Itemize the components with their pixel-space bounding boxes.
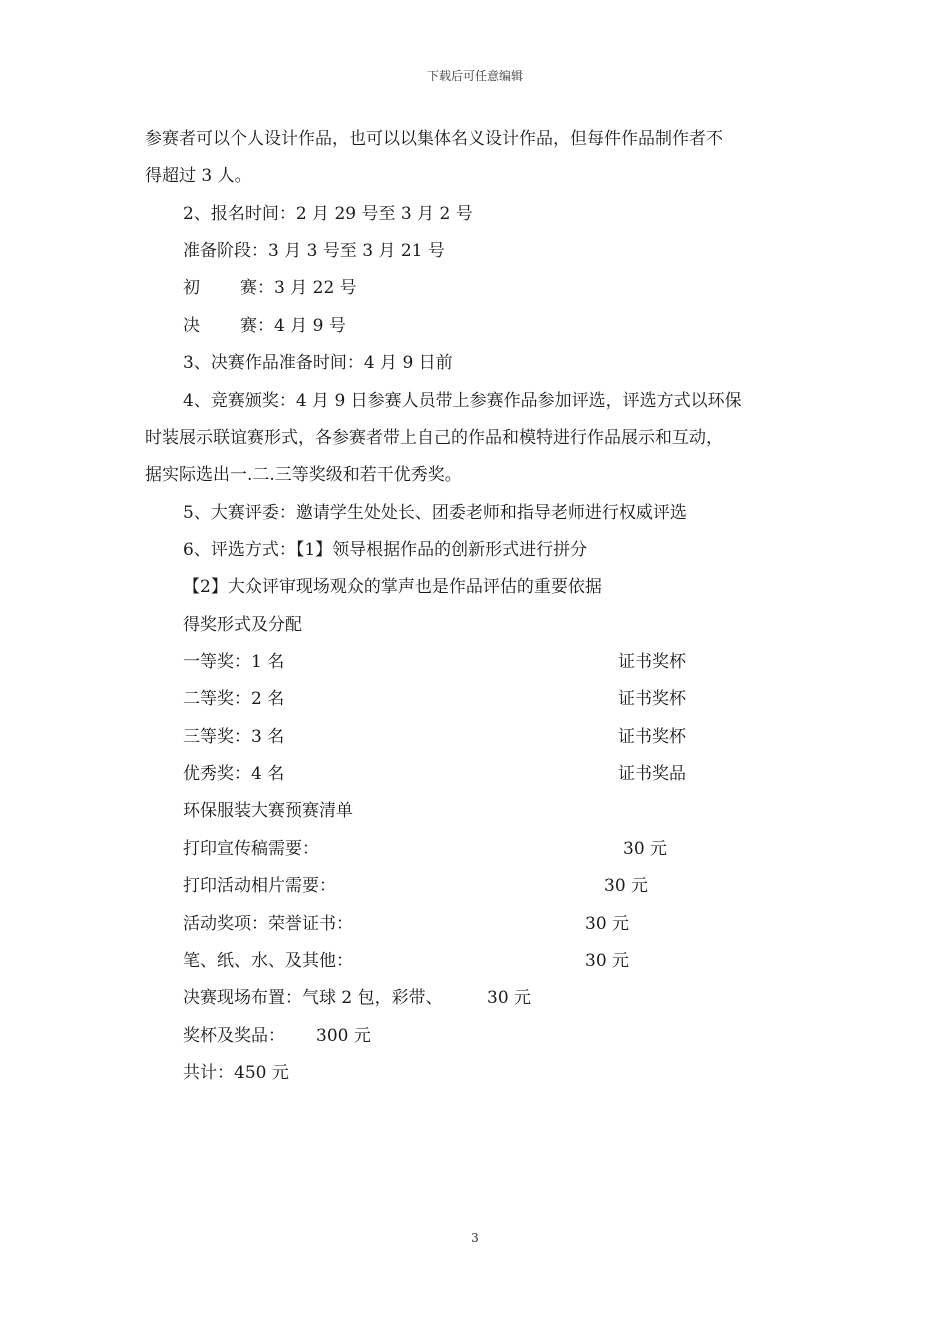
- budget-amount: 30 元: [585, 951, 630, 971]
- budget-label: 决赛现场布置：气球 2 包，彩带、: [183, 988, 443, 1008]
- final-value: 赛：4 月 9 号: [240, 316, 346, 336]
- signup-time: 2、报名时间：2 月 29 号至 3 月 2 号: [183, 204, 473, 224]
- page-number: 3: [471, 1231, 479, 1245]
- budget-amount: 30 元: [585, 914, 630, 934]
- prep-stage: 准备阶段：3 月 3 号至 3 月 21 号: [183, 241, 445, 261]
- award-paragraph-line: 4、竞赛颁奖：4 月 9 日参赛人员带上参赛作品参加评选，评选方式以环保: [183, 391, 742, 411]
- award-prize: 证书奖品: [618, 764, 686, 784]
- selection-method: 6、评选方式：【1】领导根据作品的创新形式进行拼分: [183, 540, 588, 560]
- award-prize: 证书奖杯: [618, 727, 686, 747]
- prelim-value: 赛：3 月 22 号: [240, 278, 357, 298]
- budget-label: 奖杯及奖品：: [183, 1026, 285, 1046]
- award-label: 二等奖：2 名: [183, 689, 285, 709]
- award-paragraph-line: 时装展示联谊赛形式，各参赛者带上自己的作品和模特进行作品展示和互动，: [145, 428, 723, 448]
- budget-label: 笔、纸、水、及其他：: [183, 951, 353, 971]
- budget-label: 打印活动相片需要：: [183, 876, 336, 896]
- budget-amount: 300 元: [316, 1026, 371, 1046]
- award-label: 优秀奖：4 名: [183, 764, 285, 784]
- page-header: 下载后可任意编辑: [426, 69, 523, 83]
- final-prep-time: 3、决赛作品准备时间：4 月 9 日前: [183, 353, 453, 373]
- budget-amount: 30 元: [487, 988, 532, 1008]
- award-label: 一等奖：1 名: [183, 652, 285, 672]
- budget-total: 共计：450 元: [183, 1063, 289, 1083]
- awards-title: 得奖形式及分配: [183, 615, 302, 635]
- award-prize: 证书奖杯: [618, 652, 686, 672]
- paragraph-line: 得超过 3 人。: [145, 166, 252, 186]
- award-label: 三等奖：3 名: [183, 727, 285, 747]
- budget-label: 活动奖项：荣誉证书：: [183, 914, 353, 934]
- budget-amount: 30 元: [604, 876, 649, 896]
- selection-method-2: 【2】大众评审现场观众的掌声也是作品评估的重要依据: [183, 577, 602, 597]
- paragraph-line: 参赛者可以个人设计作品，也可以以集体名义设计作品，但每件作品制作者不: [145, 129, 723, 149]
- prelim-label: 初: [183, 278, 200, 298]
- final-label: 决: [183, 316, 200, 336]
- award-paragraph-line: 据实际选出一.二.三等奖级和若干优秀奖。: [145, 465, 462, 485]
- award-prize: 证书奖杯: [618, 689, 686, 709]
- budget-amount: 30 元: [623, 839, 668, 859]
- budget-label: 打印宣传稿需要：: [183, 839, 319, 859]
- judges: 5、大赛评委：邀请学生处处长、团委老师和指导老师进行权威评选: [183, 503, 687, 523]
- budget-title: 环保服装大赛预赛清单: [183, 801, 353, 821]
